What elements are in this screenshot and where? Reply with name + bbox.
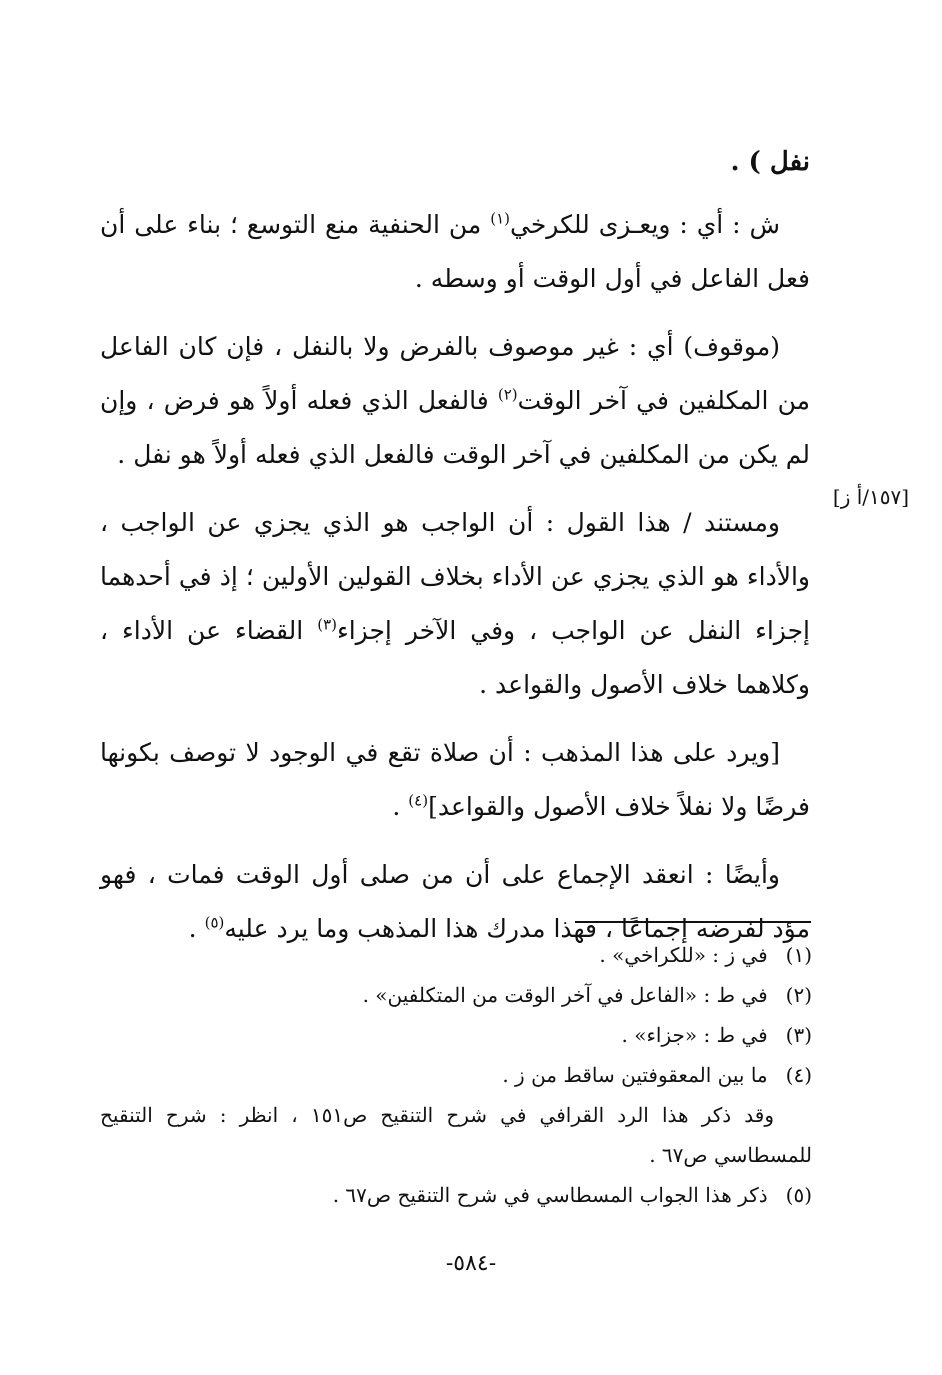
paragraph-3-text-a: ومستند / هذا القول : أن الواجب هو الذي يجزي عن الواجب ، والأداء هو الذي يجزي عن الأداء بخلاف القولين الأولين ؛ إذ في أحدهما إجزاء النفل عن الواجب ، وفي الآخر إجزاء — [100, 508, 811, 645]
paragraph-2 — [100, 320, 810, 482]
footnote-2-number: (٢) — [785, 983, 812, 1007]
paragraph-1-text-a: ش : أي : ويعـزى للكرخي — [510, 210, 780, 239]
footnote-4-number: (٤) — [785, 1063, 812, 1087]
footnote-4-text: ما بين المعقوفتين ساقط من ز . — [502, 1063, 768, 1087]
footnote-ref-1: (١) — [490, 209, 510, 228]
paragraph-5-text-a: وأيضًا : انعقد الإجماع على أن من صلى أول الوقت فمات ، فهو مؤد لفرضه إجماعًا ، فهذا مدرك هذا المذهب وما يرد عليه — [100, 860, 810, 943]
paragraph-4-text-b: . — [392, 792, 409, 821]
paragraph-3 — [100, 496, 810, 712]
footnote-4-continuation: وقد ذكر هذا الرد القرافي في شرح التنقيح ص١٥١ ، انظر : شرح التنقيح للمسطاسي ص٦٧ . — [100, 1103, 812, 1167]
footnote-ref-4: (٤) — [408, 791, 429, 810]
footnote-3-number: (٣) — [785, 1023, 812, 1047]
footnotes — [100, 935, 812, 1215]
paragraph-4 — [100, 726, 810, 834]
footnote-5-number: (٥) — [785, 1183, 812, 1207]
footnote-1 — [100, 935, 812, 975]
paragraph-1 — [100, 198, 810, 306]
paragraph-2-text-b: فالفعل الذي فعله أولاً هو فرض ، وإن لم يكن من المكلفين في آخر الوقت فالفعل الذي فعله أولاً هو نفل . — [100, 386, 810, 469]
page-number: -٥٨٤- — [445, 1251, 497, 1276]
continued-line: نفل ) . — [730, 147, 810, 177]
footnote-4 — [100, 1055, 812, 1095]
paragraph-2-text-a: (موقوف) أي : غير موصوف بالفرض ولا بالنفل ، فإن كان الفاعل من المكلفين في آخر الوقت — [100, 332, 810, 415]
footnote-3 — [100, 1015, 812, 1055]
footnote-ref-5: (٥) — [204, 913, 225, 932]
footnote-2-text: في ط : «الفاعل في آخر الوقت من المتكلفين» . — [362, 983, 768, 1007]
paragraph-1-text-b: من الحنفية منع التوسع ؛ بناء على أن فعل الفاعل في أول الوقت أو وسطه . — [100, 210, 810, 293]
footnote-separator — [575, 921, 811, 923]
footnote-2 — [100, 975, 812, 1015]
footnote-5-text: ذكر هذا الجواب المسطاسي في شرح التنقيح ص٦٧ . — [332, 1183, 768, 1207]
footnote-ref-2: (٢) — [497, 385, 518, 404]
footnote-5 — [100, 1175, 812, 1215]
footnote-ref-3: (٣) — [317, 615, 337, 634]
paragraph-5-text-b: . — [188, 914, 205, 943]
paragraph-4-text-a: [ويرد على هذا المذهب : أن صلاة تقع في الوجود لا توصف بكونها فرضًا ولا نفلاً خلاف الأصول والقواعد] — [100, 738, 810, 821]
footnote-3-text: في ط : «جزاء» . — [621, 1023, 768, 1047]
footnote-1-text: في ز : «للكراخي» . — [599, 943, 768, 967]
manuscript-folio-reference: [١٥٧/أ ز] — [832, 485, 910, 509]
main-text — [100, 198, 810, 956]
footnote-1-number: (١) — [785, 943, 812, 967]
paragraph-3-text-b: القضاء عن الأداء ، وكلاهما خلاف الأصول والقواعد . — [100, 616, 810, 699]
